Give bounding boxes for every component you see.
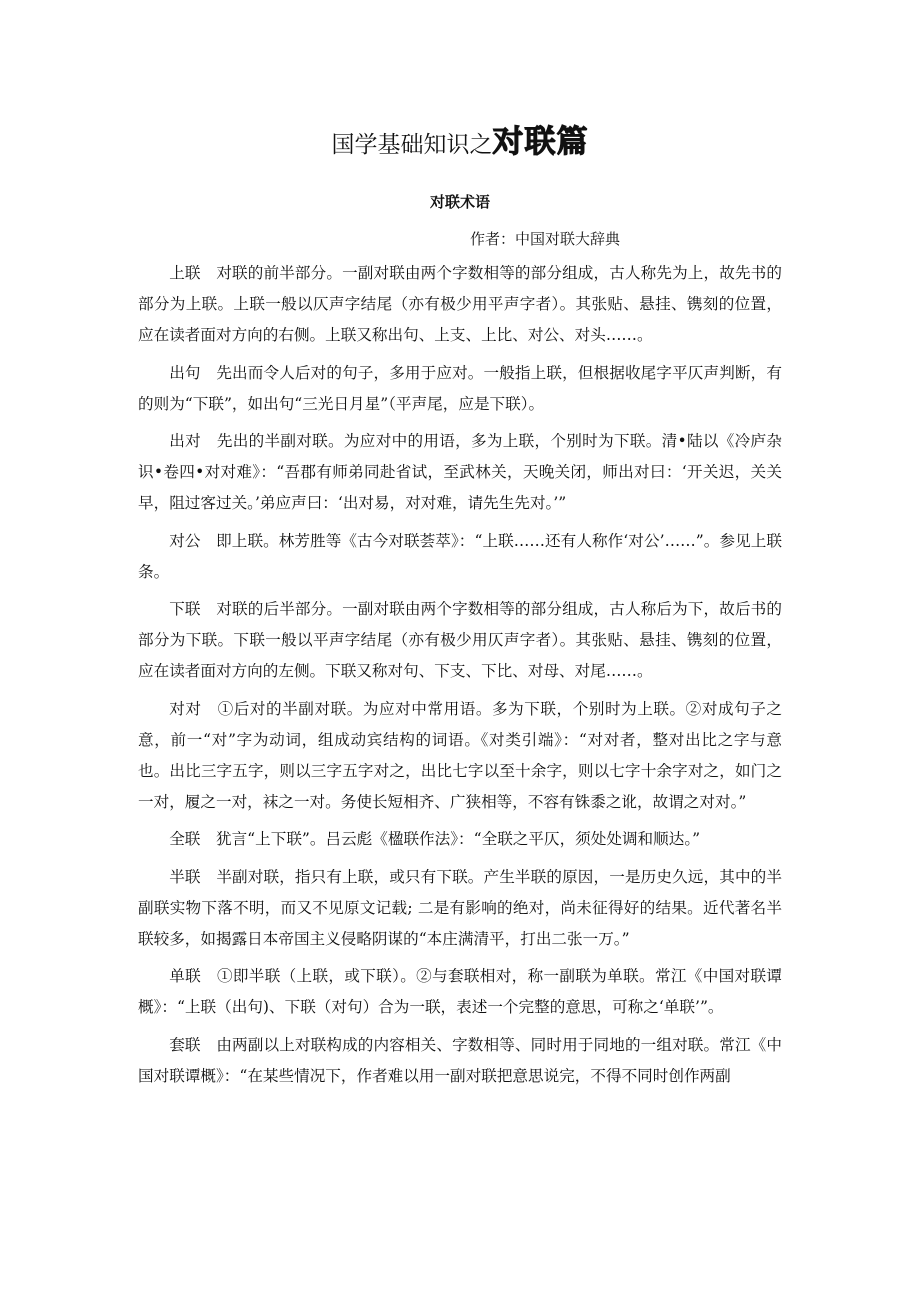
entry	[138, 1030, 782, 1092]
entry-text: ①即半联（上联，或下联）。②与套联相对，称一副联为单联。常江《中国对联谭概》：“上联（出句)、下联（对句）合为一联，表述一个完整的意思，可称之‘单联’”。	[138, 967, 782, 1017]
entry	[138, 694, 782, 819]
entry	[138, 526, 782, 588]
entry-text: 先出而令人后对的句子，多用于应对。一般指上联，但根据收尾字平仄声判断，有的则为“下联”，如出句“三光日月星”（平声尾，应是下联）。	[138, 363, 782, 413]
entry	[138, 258, 782, 352]
entry	[138, 594, 782, 688]
entry-text: 由两副以上对联构成的内容相关、字数相等、同时用于同地的一组对联。常江《中国对联谭概》：“在某些情况下，作者难以用一副对联把意思说完，不得不同时创作两副	[138, 1035, 782, 1085]
entry-term: 半联	[169, 867, 201, 886]
author-line: 作者：中国对联大辞典	[470, 230, 621, 248]
entry	[138, 426, 782, 520]
entry-text: 半副对联，指只有上联，或只有下联。产生半联的原因，一是历史久远，其中的半副联实物下落不明，而又不见原文记载; 二是有影响的绝对，尚未征得好的结果。近代著名半联较多，如揭露日本帝国主义侵略阴谋的“本庄满清平，打出二张一万。”	[138, 867, 782, 949]
entry-term: 出句	[169, 363, 201, 382]
page-title	[0, 122, 920, 165]
entry-term: 下联	[169, 600, 201, 619]
entry-text: 对联的后半部分。一副对联由两个字数相等的部分组成，古人称后为下，故后书的部分为下联。下联一般以平声字结尾（亦有极少用仄声字者）。其张贴、悬挂、镌刻的位置，应在读者面对方向的左侧。下联又称对句、下支、下比、对母、对尾……。	[138, 600, 782, 681]
section-subtitle: 对联术语	[429, 193, 490, 211]
entry	[138, 862, 782, 956]
entries-list	[138, 258, 782, 1098]
entry-text: ①后对的半副对联。为应对中常用语。多为下联，个别时为上联。②对成句子之意，前一“对”字为动词，组成动宾结构的词语。《对类引端》：“对对者，整对出比之字与意也。出比三字五字，则以三字五字对之，出比七字以至十余字，则以七字十余字对之，如门之一对，履之一对，袜之一对。务使长短相齐、广狭相等，不容有铢黍之讹，故谓之对对。”	[138, 699, 782, 812]
entry	[138, 961, 782, 1023]
entry-text: 对联的前半部分。一副对联由两个字数相等的部分组成，古人称先为上，故先书的部分为上联。上联一般以仄声字结尾（亦有极少用平声字者）。其张贴、悬挂、镌刻的位置，应在读者面对方向的右侧。上联又称出句、上支、上比、对公、对头……。	[138, 264, 782, 345]
entry-term: 上联	[169, 264, 201, 282]
entry-term: 出对	[169, 432, 201, 451]
entry	[138, 358, 782, 420]
entry-text: 即上联。林芳胜等《古今对联荟萃》：“上联……还有人称作‘对公’……”。参见上联条。	[138, 531, 782, 581]
entry-text: 犹言“上下联”。吕云彪《楹联作法》：“全联之平仄，须处处调和顺达。”	[215, 830, 701, 849]
title-bold: 对联篇	[492, 124, 589, 160]
entry-term: 全联	[169, 830, 201, 849]
entry-term: 对公	[169, 531, 201, 550]
title-normal: 国学基础知识之	[331, 132, 493, 158]
entry-term: 单联	[169, 967, 202, 986]
entry-text: 先出的半副对联。为应对中的用语，多为上联，个别时为下联。清•陆以《冷庐杂识•卷四•对对难》：“吾郡有师弟同赴省试，至武林关，天晚关闭，师出对曰：‘开关迟，关关早，阻过客过关。’弟应声曰：‘出对易，对对难，请先生先对。’”	[138, 432, 782, 513]
entry	[138, 824, 782, 855]
entry-term: 套联	[169, 1035, 201, 1054]
entry-term: 对对	[169, 699, 202, 718]
